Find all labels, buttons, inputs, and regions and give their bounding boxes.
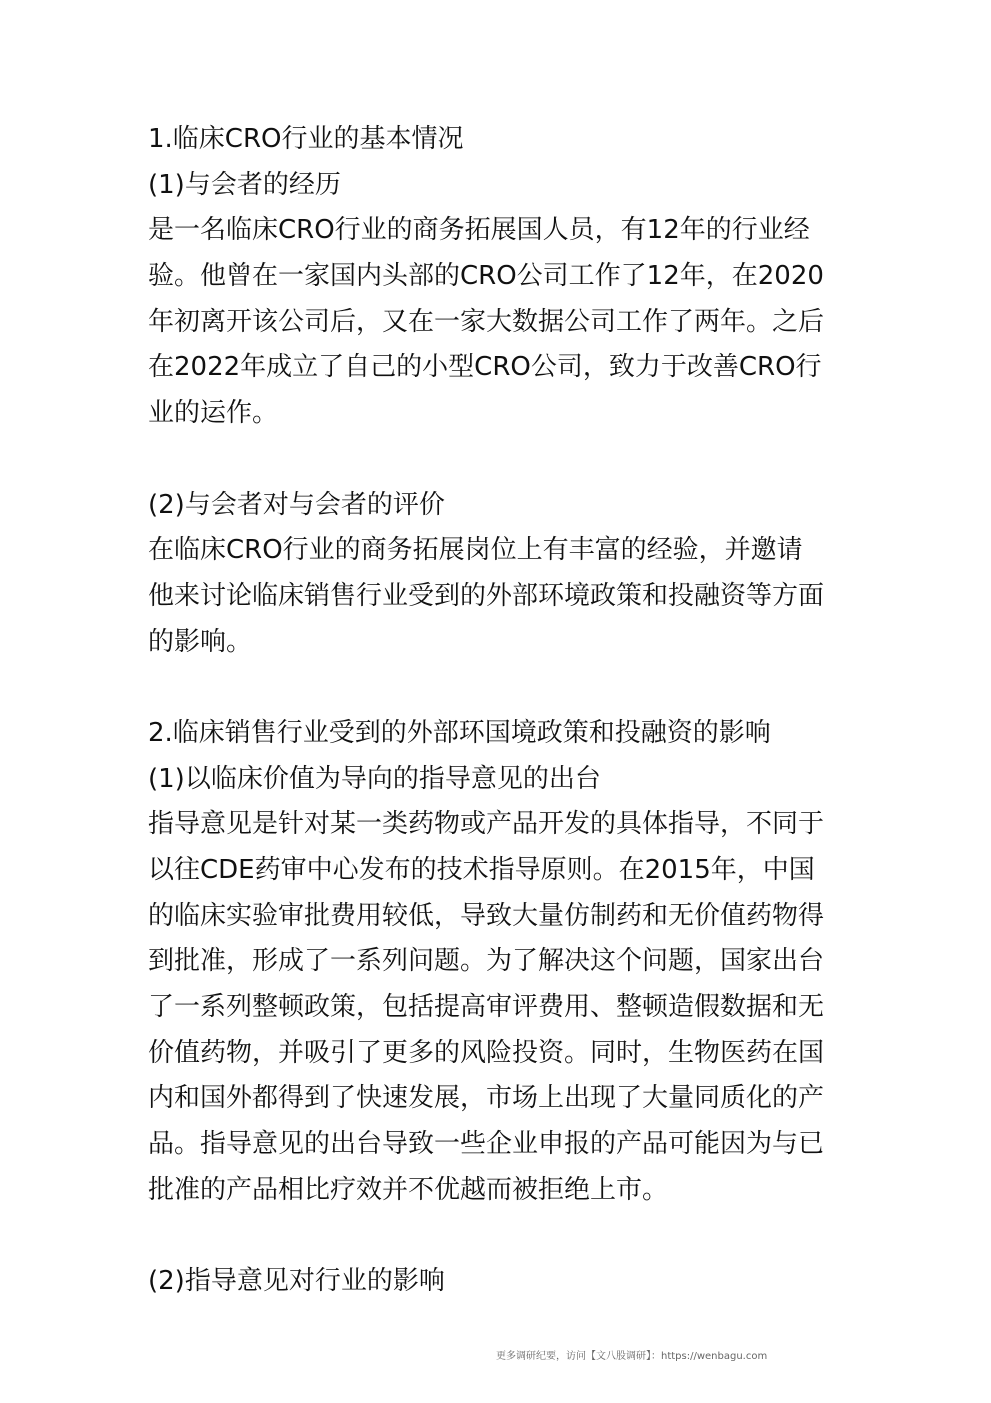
text-line: 年初离开该公司后，又在一家大数据公司工作了两年。之后 <box>148 306 825 337</box>
text-line: (2)指导意见对行业的影响 <box>148 1266 445 1297</box>
text-line: 1.临床CRO行业的基本情况 <box>148 124 464 154</box>
text-line: (1)以临床价值为导向的指导意见的出台 <box>148 763 601 794</box>
text-line: (1)与会者的经历 <box>148 169 341 200</box>
paragraph-gap <box>148 437 848 483</box>
text-line: 批准的产品相比疗效并不优越而被拒绝上市。 <box>148 1174 669 1205</box>
text-line: 的影响。 <box>148 626 253 657</box>
document-body <box>148 117 848 1305</box>
text-line: 业的运作。 <box>148 398 279 429</box>
text-line: 在2022年成立了自己的小型CRO公司，致力于改善CRO行 <box>148 352 822 383</box>
footer-text: 更多调研纪要，访问【文八股调研】：https://wenbagu.com <box>496 1351 768 1362</box>
text-line: 以往CDE药审中心发布的技术指导原则。在2015年，中国 <box>148 855 815 885</box>
paragraph-gap <box>148 665 848 711</box>
text-line: (2)与会者对与会者的评价 <box>148 489 445 520</box>
text-line: 指导意见是针对某一类药物或产品开发的具体指导，不同于 <box>148 809 825 840</box>
text-line: 的临床实验审批费用较低，导致大量仿制药和无价值药物得 <box>148 900 825 931</box>
text-line: 品。指导意见的出台导致一些企业申报的产品可能因为与已 <box>148 1129 825 1160</box>
text-line: 到批准，形成了一系列问题。为了解决这个问题，国家出台 <box>148 946 825 977</box>
text-line: 验。他曾在一家国内头部的CRO公司工作了12年，在2020 <box>148 261 824 292</box>
text-line: 他来讨论临床销售行业受到的外部环境政策和投融资等方面 <box>148 580 825 611</box>
text-line: 是一名临床CRO行业的商务拓展国人员，有12年的行业经 <box>148 215 810 246</box>
text-line: 价值药物，并吸引了更多的风险投资。同时，生物医药在国 <box>148 1037 825 1068</box>
paragraph-gap <box>148 1214 848 1260</box>
text-line: 在临床CRO行业的商务拓展岗位上有丰富的经验，并邀请 <box>148 535 803 566</box>
text-line: 内和国外都得到了快速发展，市场上出现了大量同质化的产 <box>148 1083 825 1114</box>
text-line: 了一系列整顿政策，包括提高审评费用、整顿造假数据和无 <box>148 992 825 1023</box>
text-line: 2.临床销售行业受到的外部环国境政策和投融资的影响 <box>148 717 771 748</box>
